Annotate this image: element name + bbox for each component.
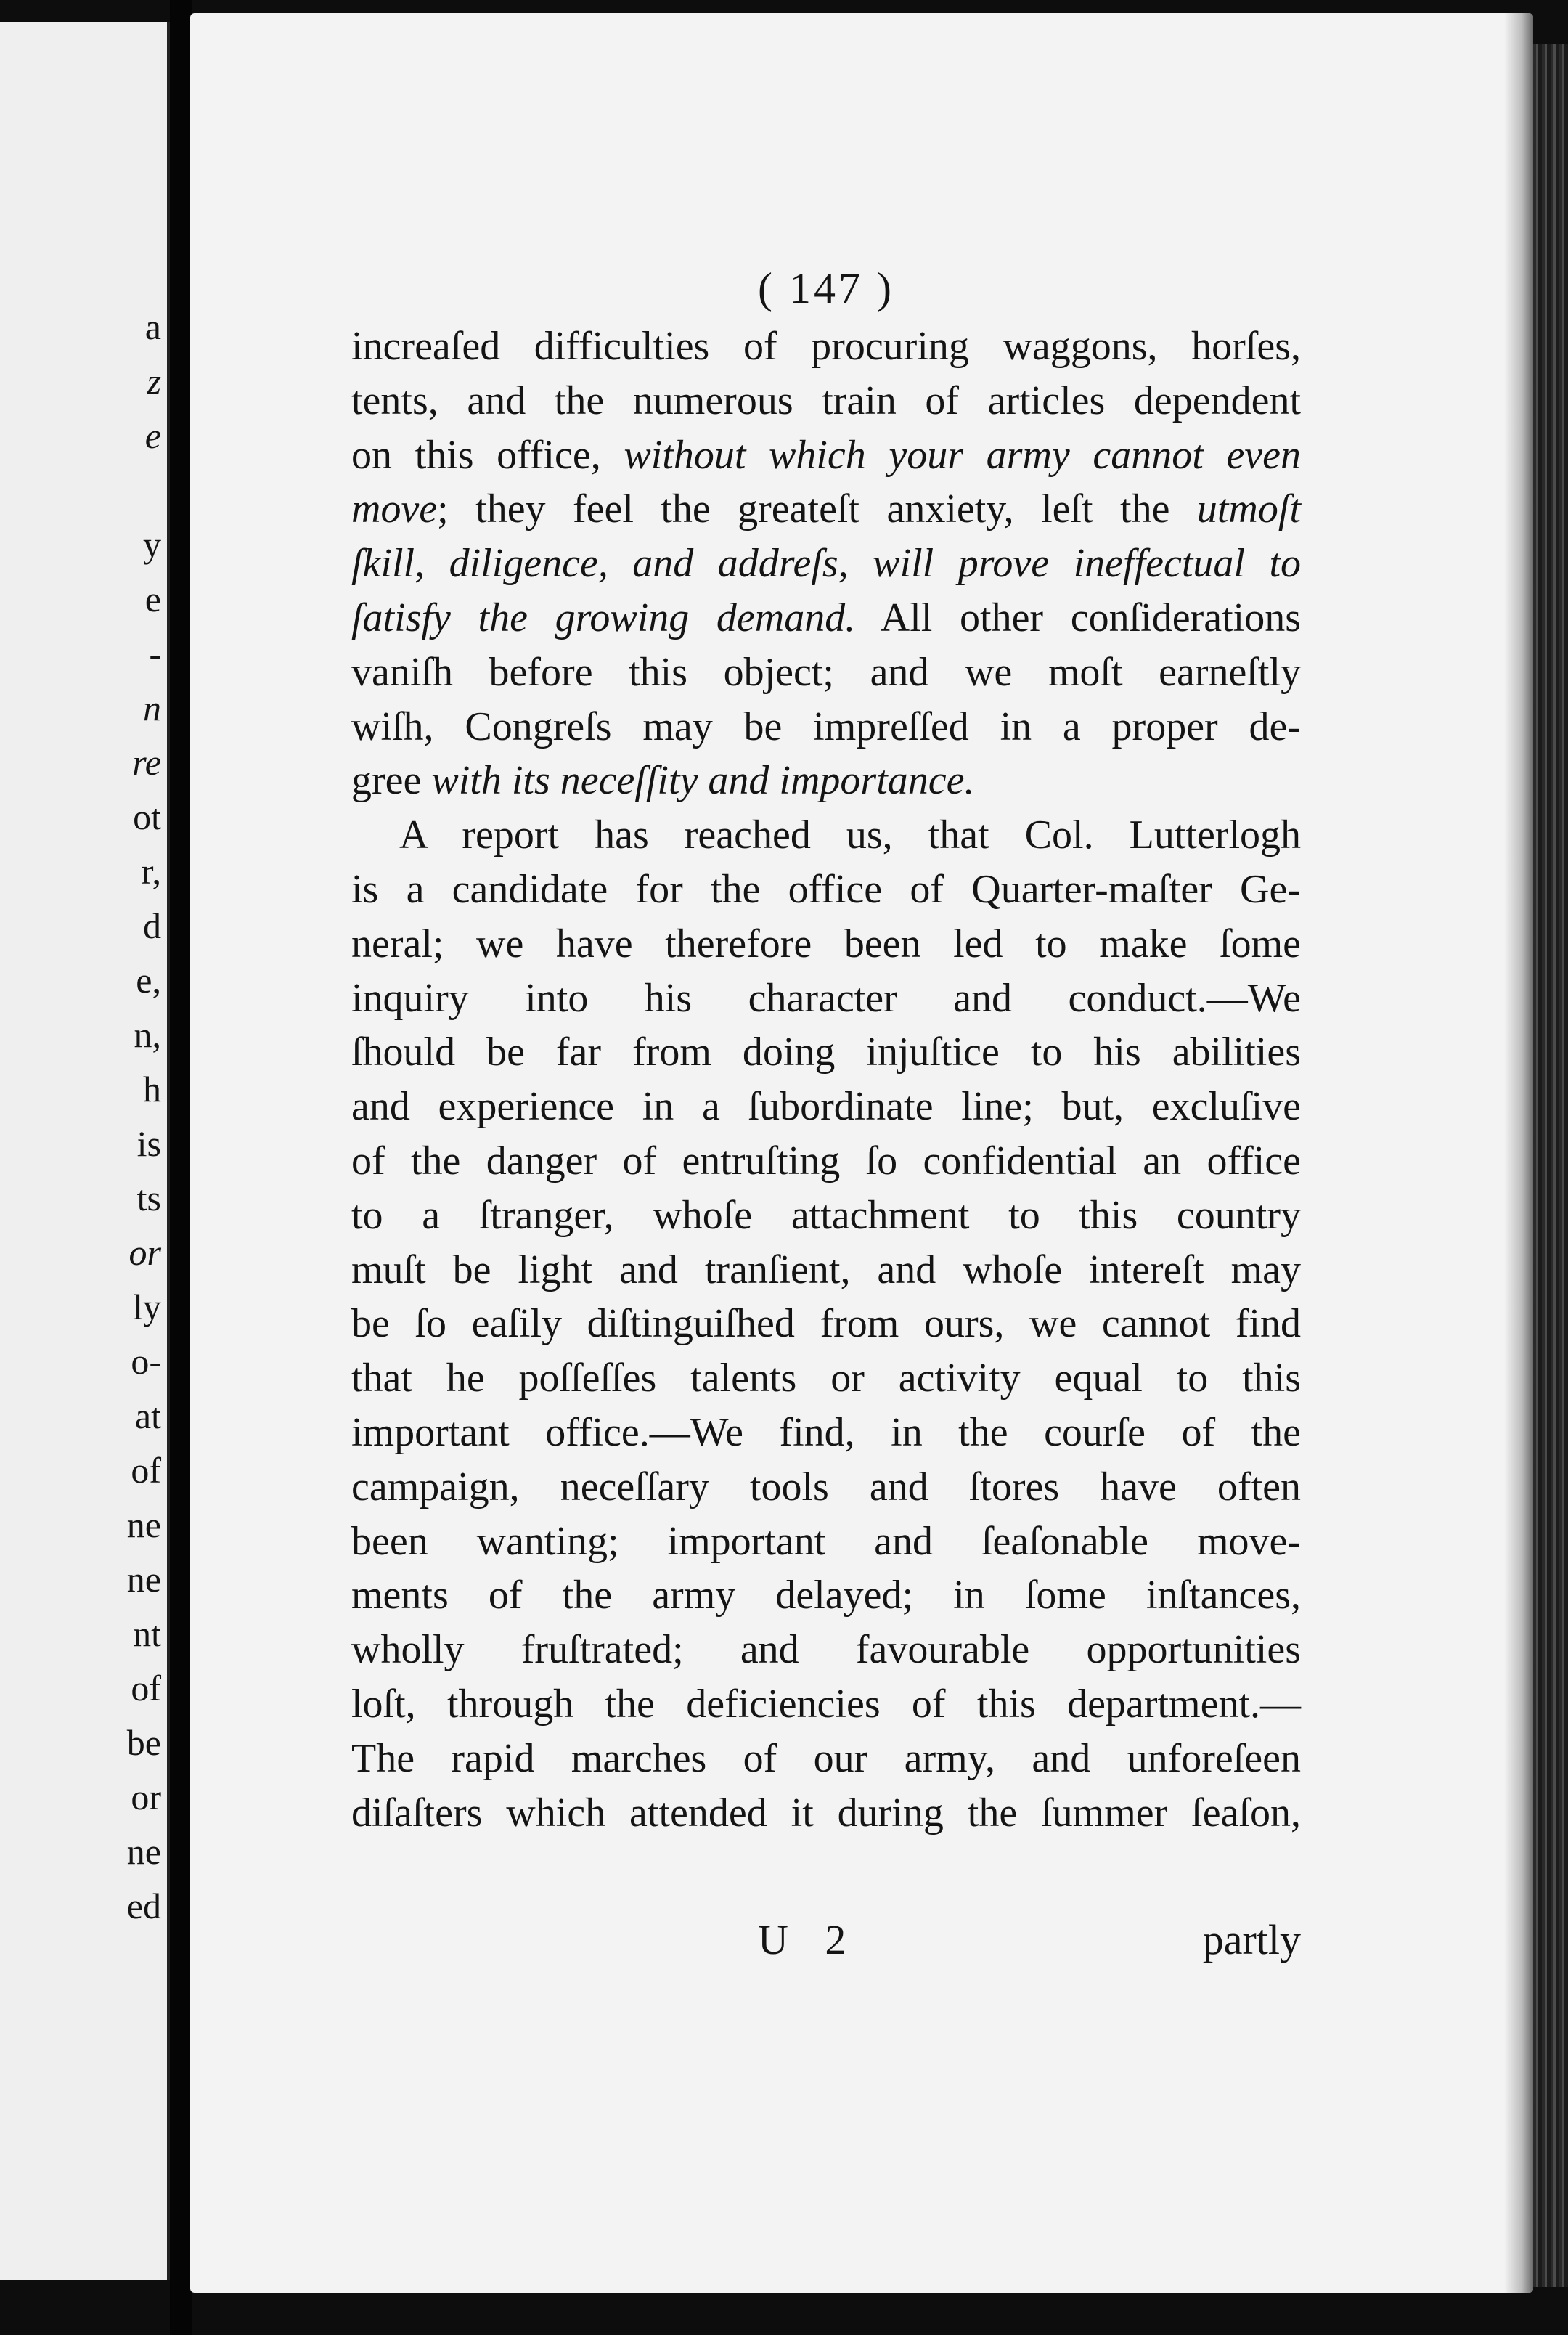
text-line	[351, 1297, 1301, 1351]
facing-page-fragment: d	[143, 905, 161, 946]
facing-page-fragment: ly	[133, 1287, 161, 1327]
facing-page-fragment: e	[144, 415, 161, 456]
text-run: of the danger of entruſting ſo confidential an office	[351, 1138, 1301, 1183]
text-line	[351, 1189, 1301, 1243]
facing-page-fragment: be	[126, 1722, 161, 1763]
facing-page-text-fragments	[0, 22, 167, 2280]
text-run: wiſh, Congreſs may be impreſſed in a proper de-	[351, 704, 1301, 749]
text-line	[351, 1623, 1301, 1677]
text-line	[351, 971, 1301, 1026]
text-run: diſaſters which attended it during the ſummer ſeaſon,	[351, 1790, 1301, 1835]
italic-text: without which your army cannot even	[624, 432, 1302, 478]
text-line	[351, 1025, 1301, 1080]
text-run: inquiry into his character and conduct.—We	[351, 975, 1301, 1021]
text-line	[351, 917, 1301, 971]
facing-page-fragment: ne	[126, 1504, 161, 1545]
page-curve-shadow	[1504, 13, 1533, 2293]
text-line	[351, 1568, 1301, 1623]
book-gutter	[170, 0, 192, 2335]
text-line	[351, 1351, 1301, 1406]
text-line	[351, 1732, 1301, 1786]
facing-page-fragment: z	[147, 361, 161, 402]
facing-page-fragment: y	[143, 524, 161, 565]
page-number: ( 147 )	[758, 264, 894, 312]
body-text	[351, 319, 1301, 1840]
text-run: been wanting; important and ſeaſonable move-	[351, 1518, 1301, 1564]
text-run: wholly fruſtrated; and favourable opportunities	[351, 1627, 1301, 1673]
text-line	[351, 700, 1301, 754]
text-run: The rapid marches of our army, and unforeſeen	[351, 1735, 1301, 1781]
text-line	[351, 537, 1301, 591]
signature-mark: U 2	[758, 1916, 859, 1963]
text-line	[351, 1080, 1301, 1134]
facing-page-fragment: re	[132, 742, 161, 783]
text-run: important office.—We find, in the courſe of the	[351, 1409, 1301, 1455]
text-run: on this office,	[351, 432, 624, 478]
facing-page-fragment: o-	[131, 1341, 161, 1382]
facing-page-fragment: n,	[134, 1014, 161, 1055]
text-line	[351, 1786, 1301, 1841]
facing-page-fragment: ed	[126, 1886, 161, 1926]
text-line	[351, 1515, 1301, 1569]
text-run: tents, and the numerous train of articles dependent	[351, 378, 1301, 423]
facing-page-fragment: or	[128, 1232, 161, 1273]
text-line	[351, 754, 1301, 808]
text-run: that he poſſeſſes talents or activity equal to this	[351, 1356, 1301, 1401]
facing-page-fragment: ts	[136, 1178, 161, 1218]
text-line	[351, 645, 1301, 700]
facing-page-edge	[0, 22, 170, 2280]
text-run: All other conſiderations	[855, 595, 1301, 640]
text-line	[351, 1134, 1301, 1189]
facing-page-fragment: ot	[133, 796, 161, 837]
facing-page-fragment: or	[131, 1777, 161, 1817]
text-line	[351, 863, 1301, 917]
facing-page-fragment: ne	[126, 1831, 161, 1872]
facing-page-fragment: of	[131, 1450, 161, 1491]
page-footer	[351, 1911, 1301, 1969]
facing-page-fragment: at	[134, 1395, 161, 1436]
text-line	[351, 482, 1301, 537]
text-line	[351, 319, 1301, 374]
text-run: and experience in a ſubordinate line; but, excluſive	[351, 1084, 1301, 1130]
text-run: is a candidate for the office of Quarter-maſter Ge-	[351, 866, 1301, 912]
text-run: muſt be light and tranſient, and whoſe intereſt may	[351, 1247, 1301, 1292]
text-run: ſhould be far from doing injuſtice to his abilities	[351, 1030, 1301, 1075]
text-line	[351, 1243, 1301, 1297]
facing-page-fragment: is	[136, 1123, 161, 1164]
text-run: increaſed difficulties of procuring waggons, horſes,	[351, 324, 1301, 369]
facing-page-fragment: e	[144, 579, 161, 619]
text-run: vaniſh before this object; and we moſt earneſtly	[351, 649, 1301, 695]
page-stack-edge	[1533, 44, 1568, 2287]
text-run: campaign, neceſſary tools and ſtores have often	[351, 1464, 1301, 1509]
text-run: ; they feel the greateſt anxiety, leſt the	[437, 486, 1197, 532]
text-run: ments of the army delayed; in ſome inſtances,	[351, 1573, 1301, 1618]
text-line	[351, 1406, 1301, 1460]
facing-page-fragment: n	[143, 688, 161, 728]
text-run: loſt, through the deficiencies of this department.—	[351, 1681, 1301, 1727]
text-run: to a ſtranger, whoſe attachment to this country	[351, 1192, 1301, 1238]
italic-text: utmoſt	[1196, 486, 1301, 532]
page-content	[351, 263, 1301, 1962]
catchword: partly	[1202, 1916, 1301, 1963]
italic-text: ſkill, diligence, and addreſs, will prove ineffectual to	[351, 541, 1301, 587]
text-run: be ſo eaſily diſtinguiſhed from ours, we cannot find	[351, 1301, 1301, 1347]
text-run: neral; we have therefore been led to make ſome	[351, 921, 1301, 966]
text-run: gree	[351, 758, 432, 804]
text-line	[351, 428, 1301, 483]
facing-page-fragment: of	[131, 1668, 161, 1708]
text-line	[351, 1677, 1301, 1732]
facing-page-fragment: nt	[133, 1613, 161, 1654]
text-line	[351, 374, 1301, 428]
italic-text: with its neceſſity and importance.	[431, 758, 975, 804]
facing-page-fragment: h	[143, 1069, 161, 1109]
text-run: A report has reached us, that Col. Lutterlogh	[399, 812, 1301, 858]
italic-text: move	[351, 486, 438, 532]
facing-page-fragment: ne	[126, 1559, 161, 1600]
text-line	[351, 591, 1301, 645]
facing-page-fragment: e,	[136, 960, 161, 1001]
facing-page-fragment: -	[149, 633, 161, 674]
italic-text: ſatisfy the growing demand.	[351, 595, 856, 640]
facing-page-fragment: a	[144, 306, 161, 347]
facing-page-fragment: r,	[141, 851, 161, 892]
text-line	[351, 1460, 1301, 1515]
text-line	[351, 808, 1301, 863]
